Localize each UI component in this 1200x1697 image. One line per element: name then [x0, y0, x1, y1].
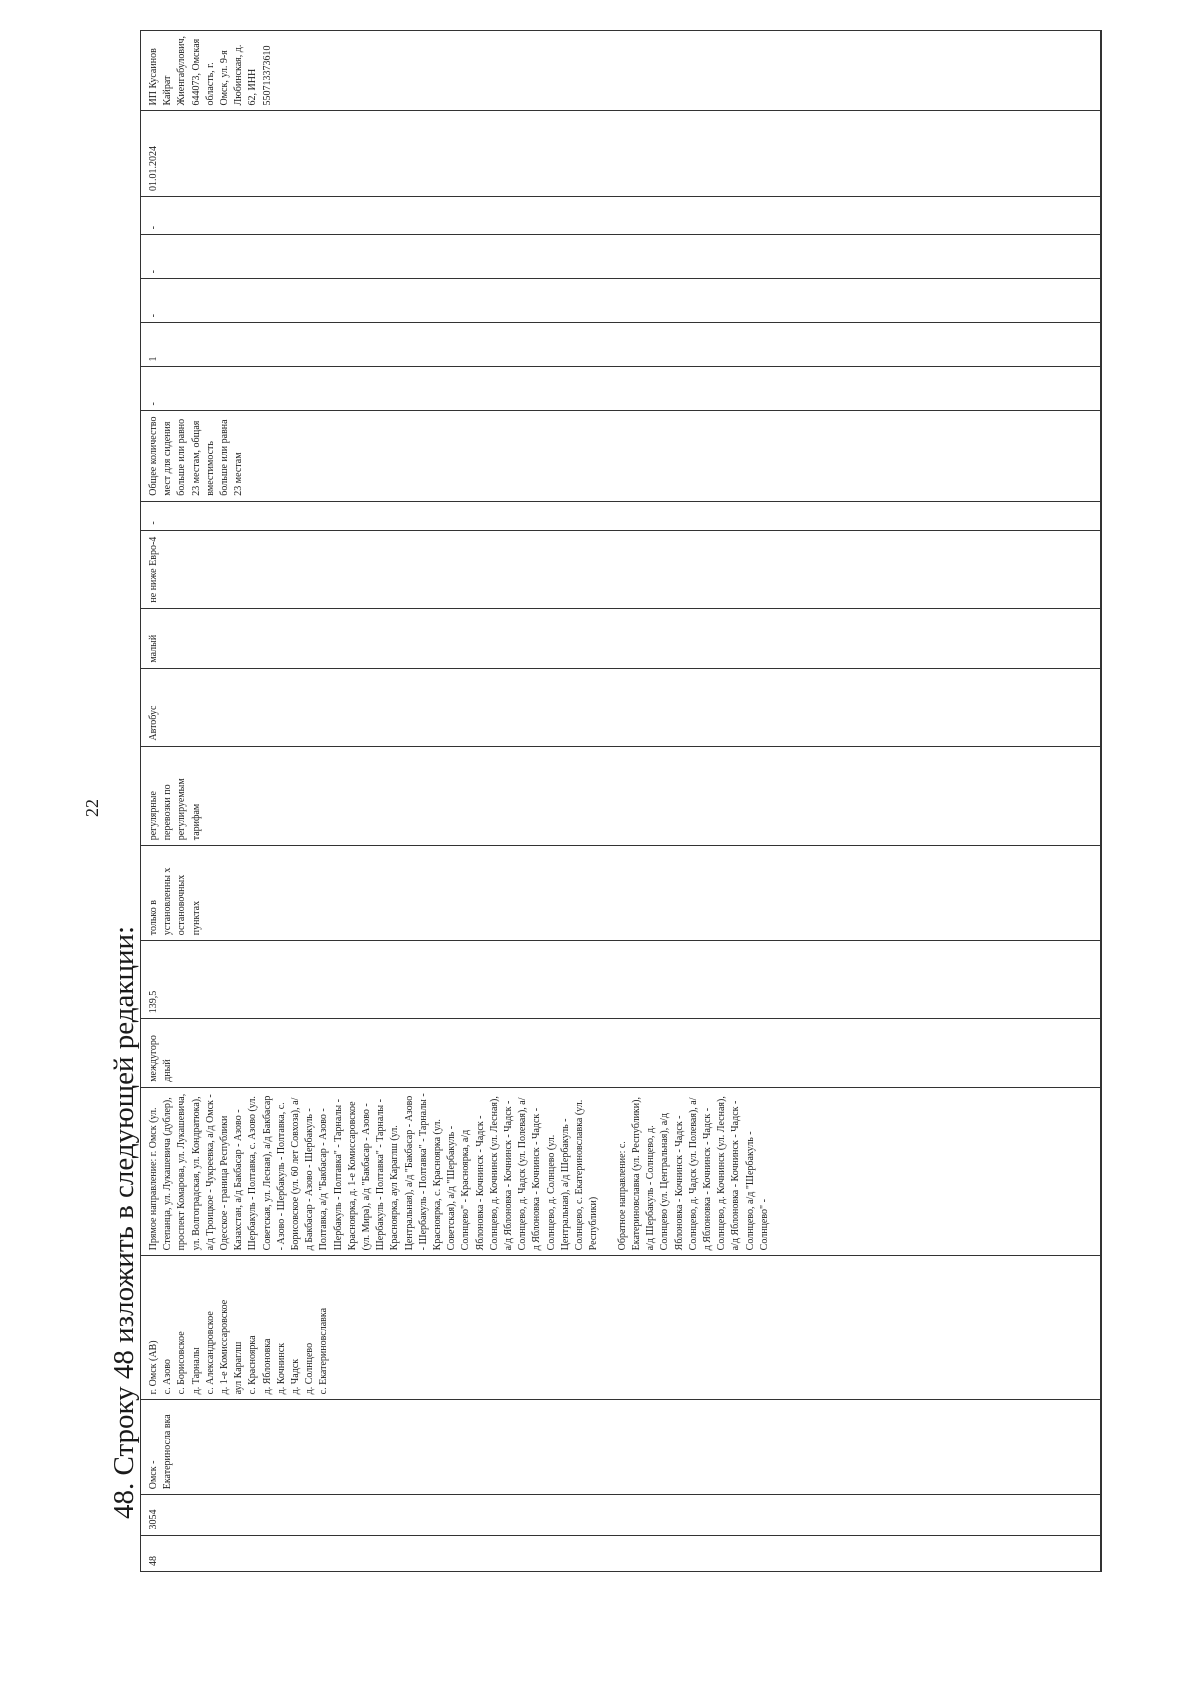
cell-transport-mode: регулярные перевозки по регулируемым тарифам — [141, 746, 1100, 846]
cell-start-date: 01.01.2024 — [141, 111, 1100, 197]
cell-count-3: - — [141, 278, 1100, 322]
table-row — [141, 31, 1101, 1571]
cell-registration-number: 3054 — [141, 1494, 1100, 1534]
cell-vehicle-type: Автобус — [141, 668, 1100, 746]
cell-count-2: 1 — [141, 322, 1100, 366]
cell-route-type: междугоро дный — [141, 1018, 1100, 1087]
cell-boarding: только в установленны х остановочных пунктах — [141, 845, 1100, 940]
cell-capacity: Общее количество мест для сидения больше или равно 23 местам, общая вместимость больше или равна 23 местам — [141, 410, 1100, 500]
cell-count-4: - — [141, 234, 1100, 278]
route-table — [140, 30, 1102, 1572]
cell-eco-class: не ниже Евро-4 — [141, 530, 1100, 608]
cell-row-number: 48 — [141, 1535, 1100, 1571]
cell-route-path: Прямое направление: г. Омск (ул. Степанца, ул. Лукашевича (дублер), проспект Комарова, ул. Лукашевича, ул. Волгоградская, ул. Кондратюка), а/д Троицкое - Чукреевка, а/д Омск - Одесское - граница Республики Казахстан, а/д Бакбасар - Азово - Шербакуль - Полтавка, с. Азово (ул. Советская, ул. Лесная), а/д Бакбасар - Азово - Шербакуль - Полтавка, с. Борисовское (ул. 60 лет Совхоза), а/д Бакбасар - Азово - Шербакуль - Полтавка, а/д "Бакбасар - Азово - Шербакуль - Полтавка" - Тарналы - Красноярка, д. 1-е Комиссаровское (ул. Мира), а/д "Бакбасар - Азово - Шербакуль - Полтавка" - Тарналы - Красноярка, аул Караглш (ул. Центральная), а/д "Бакбасар - Азово - Шербакуль - Полтавка" - Тарналы - Красноярка, с. Красноярка (ул. Советская), а/д "Шербакуль - Солнцево" - Красноярка, а/д Яблоновка - Кочнинск - Чадск - Солнцево, д. Кочнинск (ул. Лесная), а/д Яблоновка - Кочнинск - Чадск - Солнцево, д. Чадск (ул. Полевая), а/д Яблоновка - Кочнинск - Чадск - Солнцево, д. Солнцево (ул. Центральная), а/д Шербакуль - Солнцево, с. Екатериновславка (ул. Республики) Обратное направление: с. Екатериновславка (ул. Республики), а/д Шербакуль - Солнцево, д. Солнцево (ул. Центральная), а/д Яблоновка - Кочнинск - Чадск - Солнцево, д. Чадск (ул. Полевая), а/д Яблоновка - Кочнинск - Чадск - Солнцево, д. Кочнинск (ул. Лесная), а/д Яблоновка - Кочнинск - Чадск - Солнцево, а/д "Шербакуль - Солнцево" - — [141, 1087, 1100, 1256]
cell-dash: - — [141, 501, 1100, 530]
section-heading: 48. Строку 48 изложить в следующей редакции: — [108, 925, 140, 1519]
cell-count-5: - — [141, 196, 1100, 234]
cell-route-name: Омск - Екатериносла вка — [141, 1399, 1100, 1494]
cell-vehicle-class: малый — [141, 608, 1100, 668]
cell-stops: г. Омск (АВ) с. Азово с. Борисовское д. Тарналы с. Александровское д. 1-е Комиссаровское аул Караглш с. Красноярка д. Яблоновка д. Кочнинск д. Чадск д. Солнцево с. Екатериновславка — [141, 1255, 1100, 1399]
cell-count-1: - — [141, 366, 1100, 410]
page-number: 22 — [82, 799, 102, 817]
cell-length: 139,5 — [141, 940, 1100, 1018]
cell-carrier: ИП Кусаинов Кайрат Жиенгабулович, 644073, Омская область, г. Омск, ул. 9-я Любинская, д. 62, ИНН 550713373610 — [148, 35, 273, 106]
